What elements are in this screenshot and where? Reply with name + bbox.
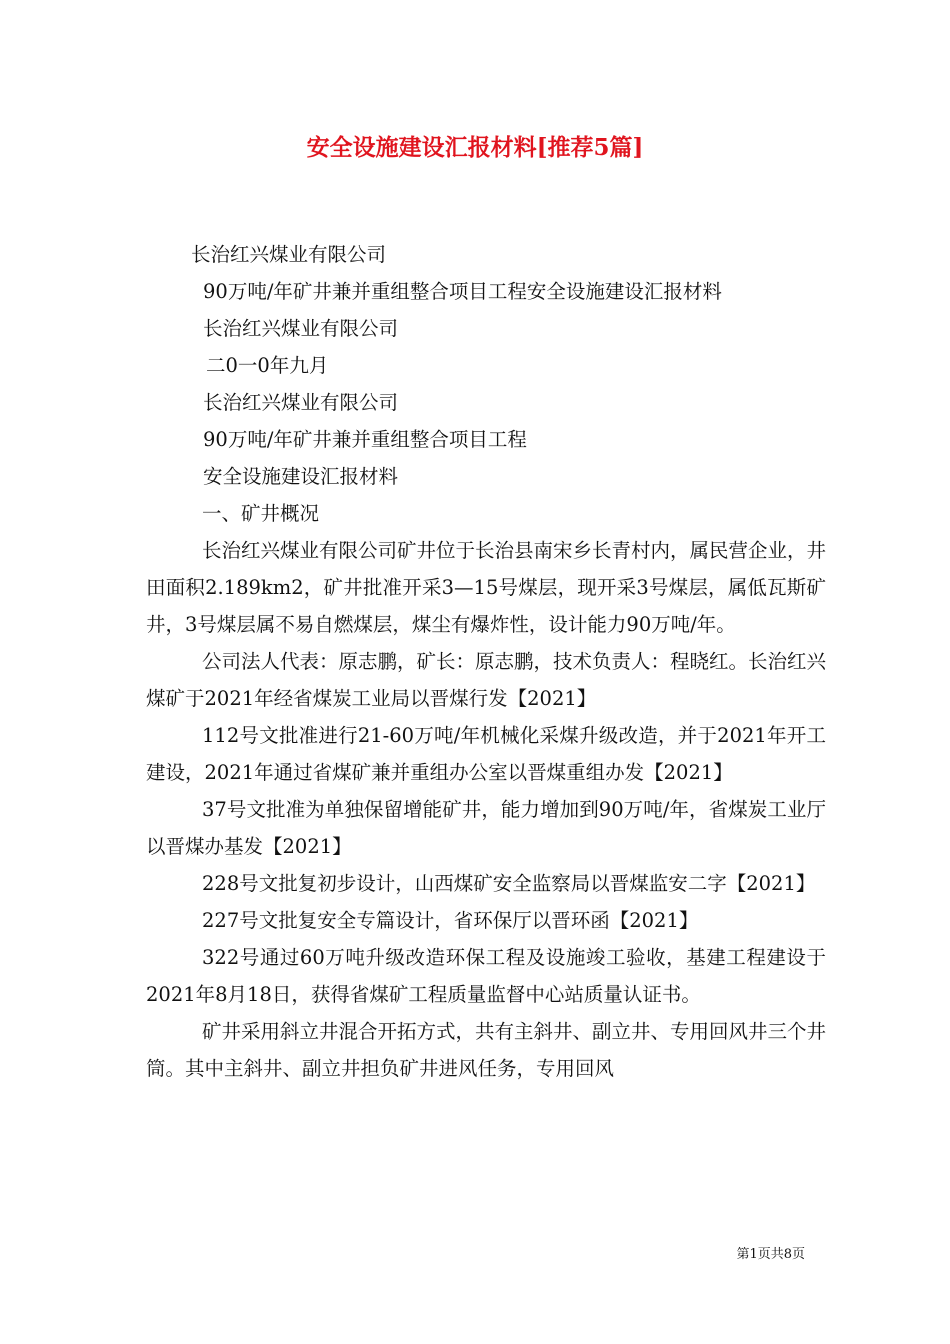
section-heading: 一、矿井概况 <box>202 502 320 525</box>
company-name-line: 长治红兴煤业有限公司 <box>203 391 399 414</box>
project-title-line: 90万吨/年矿井兼并重组整合项目工程 <box>203 428 527 451</box>
company-name-line: 长治红兴煤业有限公司 <box>203 317 399 340</box>
paragraph: 322号通过60万吨升级改造环保工程及设施竣工验收，基建工程建设于2021年8月18日，获得省煤矿工程质量监督中心站质量认证书。 <box>146 946 826 1006</box>
paragraph: 112号文批准进行21-60万吨/年机械化采煤升级改造，并于2021年开工建设，2021年通过省煤矿兼并重组办公室以晋煤重组办发【2021】 <box>146 724 826 784</box>
paragraph: 矿井采用斜立井混合开拓方式，共有主斜井、副立井、专用回风井三个井筒。其中主斜井、副立井担负矿井进风任务，专用回风 <box>146 1020 827 1080</box>
paragraph: 228号文批复初步设计，山西煤矿安全监察局以晋煤监安二字【2021】 <box>202 872 816 895</box>
paragraph: 37号文批准为单独保留增能矿井，能力增加到90万吨/年，省煤炭工业厅以晋煤办基发【2021】 <box>146 798 826 858</box>
paragraph: 227号文批复安全专篇设计，省环保厅以晋环函【2021】 <box>202 909 699 932</box>
document-title: 安全设施建设汇报材料[推荐5篇] <box>306 134 644 161</box>
paragraph: 公司法人代表：原志鹏，矿长：原志鹏，技术负责人：程晓红。长治红兴煤矿于2021年经省煤炭工业局以晋煤行发【2021】 <box>146 650 827 710</box>
page-number: 第1页共8页 <box>736 1247 805 1262</box>
project-title-line: 90万吨/年矿井兼并重组整合项目工程安全设施建设汇报材料 <box>203 280 722 303</box>
document-body <box>146 236 826 1087</box>
date-line: 二0一0年九月 <box>206 354 329 377</box>
report-title-line: 安全设施建设汇报材料 <box>203 465 399 488</box>
paragraph: 长治红兴煤业有限公司矿井位于长治县南宋乡长青村内，属民营企业，井田面积2.189km2，矿井批准开采3—15号煤层，现开采3号煤层，属低瓦斯矿井，3号煤层属不易自燃煤层，煤尘有爆炸性，设计能力90万吨/年。 <box>146 539 827 636</box>
company-name-line: 长治红兴煤业有限公司 <box>191 243 387 266</box>
